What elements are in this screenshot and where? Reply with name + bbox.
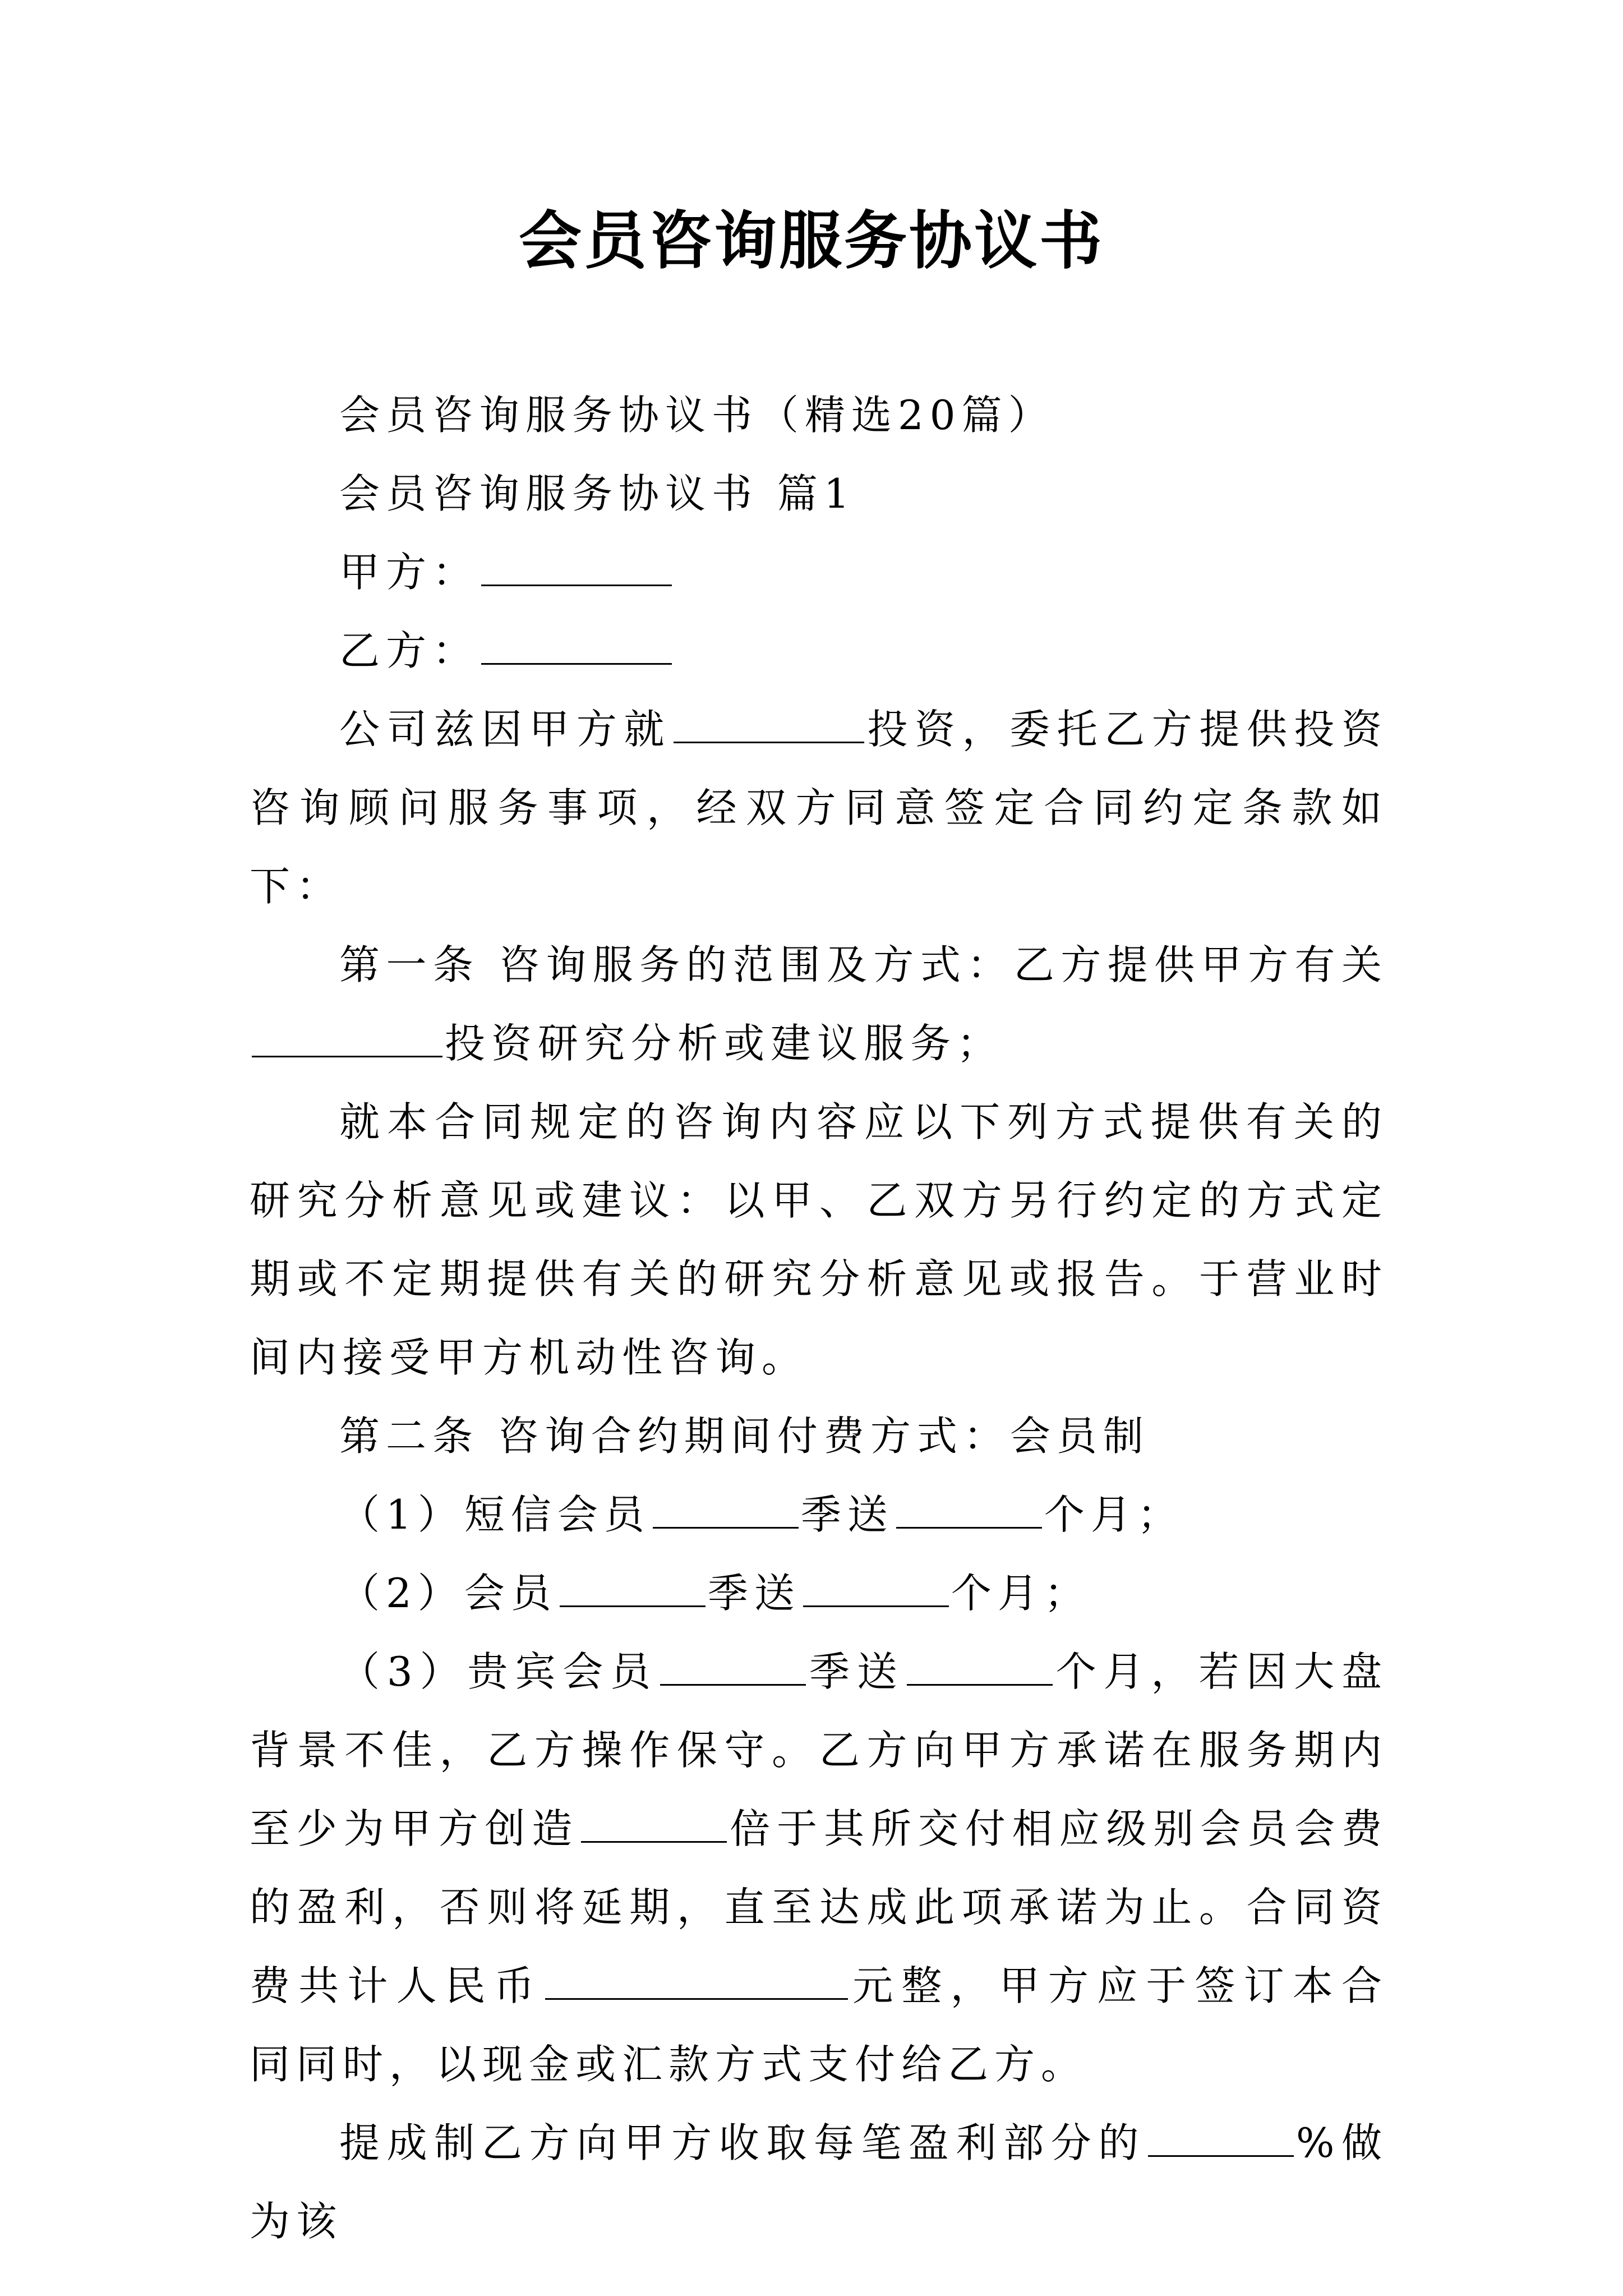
item2-text-c: 个月；	[951, 1570, 1091, 1617]
document-body	[250, 376, 1388, 2261]
item3-text-c: 个月，若因大盘背景不佳，乙方操作保守。乙方向甲方承诺在服务期内至少为甲方创造	[250, 1648, 1388, 1852]
para1-text-a: 公司兹因甲方就	[339, 706, 671, 753]
multiple-blank	[581, 1805, 727, 1843]
item1-text-a: （1）短信会员	[339, 1491, 651, 1538]
art1-blank	[252, 1019, 442, 1057]
party-a-label: 甲方：	[339, 549, 479, 596]
item3-text-e: 元整，甲方应于签订本合同同时，以现金或汇款方式支付给乙方。	[250, 1962, 1388, 2088]
art1-text-a: 第一条 咨询服务的范围及方式：乙方提供甲方有关	[339, 941, 1388, 988]
para1-text-b: 投资，委托乙方提供投资咨询顾问服务事项，经双方同意签定合同约定条款如下：	[250, 706, 1388, 910]
percent-blank	[1148, 2119, 1294, 2157]
subtitle: 会员咨询服务协议书（精选20篇）	[339, 392, 1055, 439]
item1-blank-2	[896, 1490, 1042, 1529]
document-title: 会员咨询服务协议书	[519, 204, 1104, 278]
item-3	[250, 1632, 1388, 2104]
item1-blank-1	[653, 1490, 799, 1529]
amount-blank	[545, 1962, 848, 2000]
item3-blank-2	[907, 1648, 1053, 1686]
item3-text-a: （3）贵宾会员	[339, 1648, 658, 1695]
para3-text-b: %做为该	[250, 2119, 1388, 2245]
paragraph-1	[250, 690, 1388, 926]
item3-text-d: 倍于其所交付相应级别会员会费的盈利，否则将延期，直至达成此项承诺为止。合同资费共计人民币	[250, 1805, 1388, 2009]
item3-blank-1	[660, 1648, 806, 1686]
party-b-label: 乙方：	[339, 627, 479, 674]
paragraph-2: 就本合同规定的咨询内容应以下列方式提供有关的研究分析意见或建议：以甲、乙双方另行约定的方式定期或不定期提供有关的研究分析意见或报告。于营业时间内接受甲方机动性咨询。	[250, 1098, 1388, 1381]
party-b-blank	[481, 627, 672, 665]
article-2: 第二条 咨询合约期间付费方式：会员制	[339, 1412, 1150, 1460]
item-2	[250, 1554, 1388, 1632]
item2-blank-2	[803, 1569, 949, 1607]
party-b-line	[250, 611, 1388, 690]
art1-text-b: 投资研究分析或建议服务；	[445, 1020, 1004, 1067]
article-1	[250, 926, 1388, 1083]
item-1	[250, 1475, 1388, 1554]
item2-blank-1	[560, 1569, 706, 1607]
para3-text-a: 提成制乙方向甲方收取每笔盈利部分的	[339, 2119, 1146, 2166]
item1-text-c: 个月；	[1044, 1491, 1184, 1538]
party-a-blank	[481, 548, 672, 586]
section-heading: 会员咨询服务协议书 篇1	[339, 470, 856, 517]
item2-text-b: 季送	[707, 1570, 801, 1617]
party-a-line	[250, 533, 1388, 611]
paragraph-3	[250, 2104, 1388, 2261]
investment-blank	[674, 705, 864, 743]
item1-text-b: 季送	[800, 1491, 894, 1538]
item3-text-b: 季送	[808, 1648, 905, 1695]
item2-text-a: （2）会员	[339, 1570, 557, 1617]
